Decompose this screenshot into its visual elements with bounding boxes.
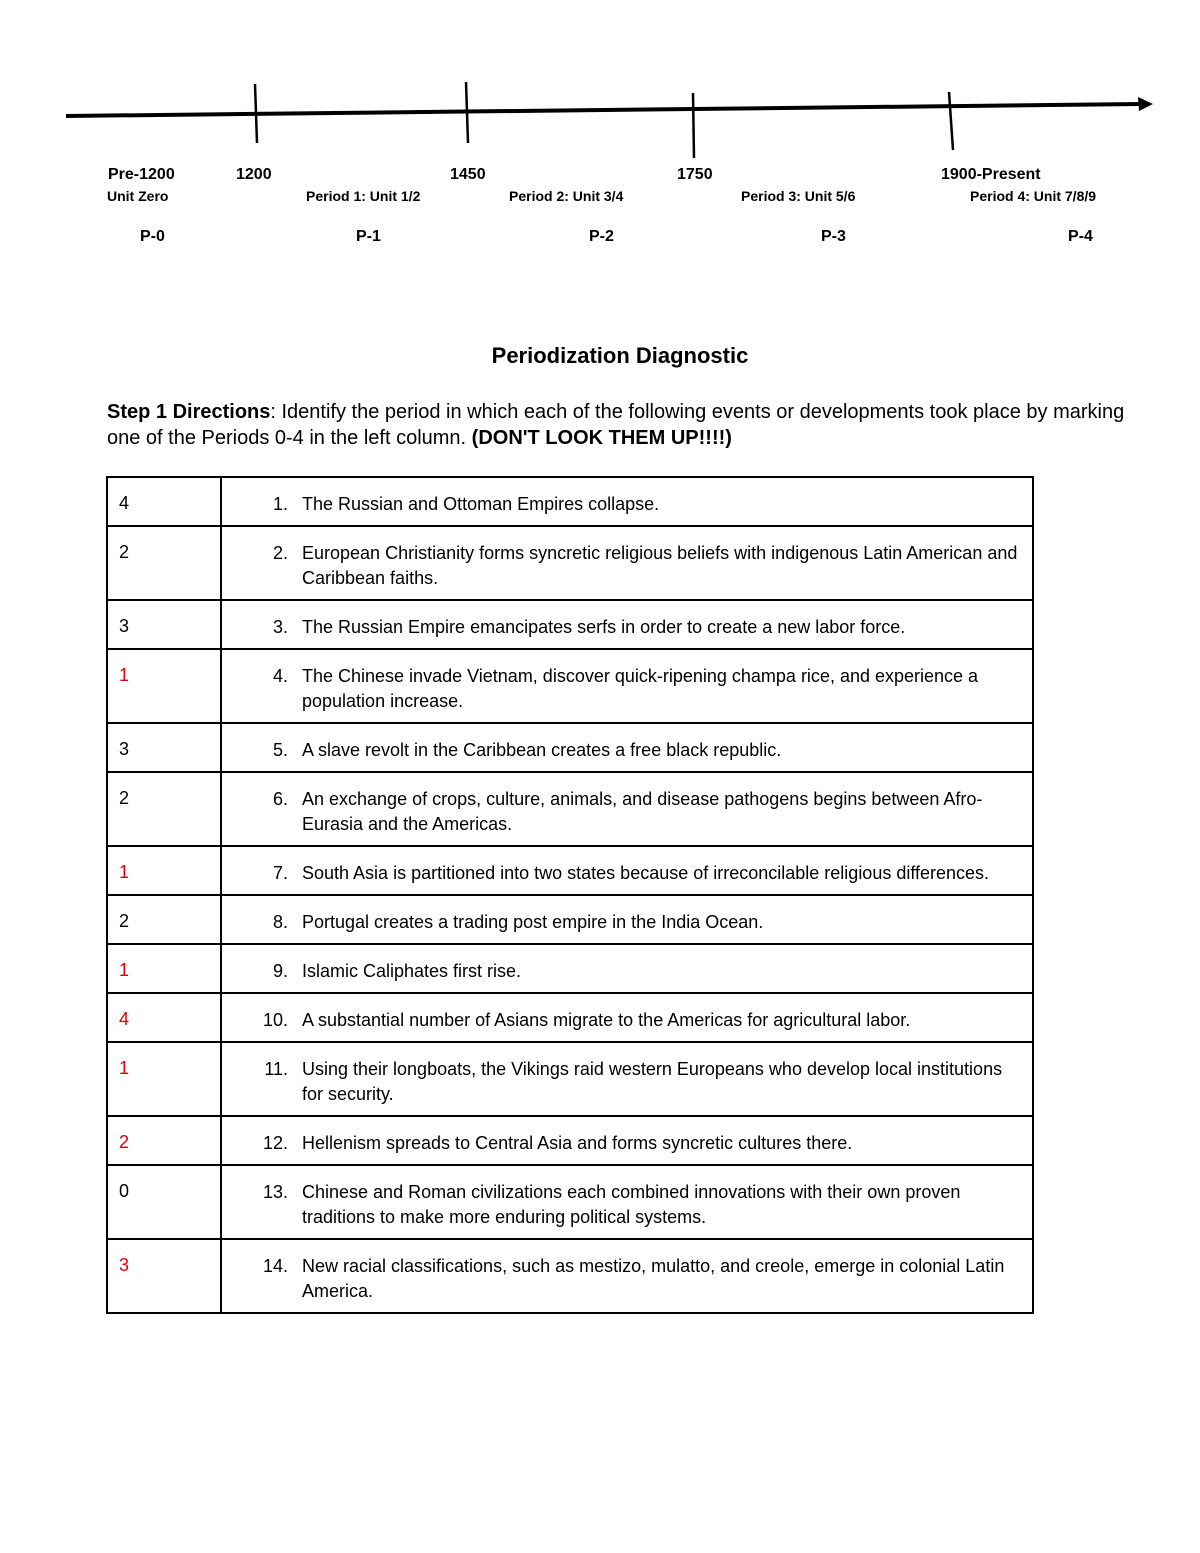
directions — [107, 399, 1137, 451]
timeline-p4: P-4 — [1068, 228, 1093, 245]
tick-1750 — [693, 93, 694, 158]
question-item — [222, 910, 1022, 935]
timeline-year-1900-present: 1900-Present — [941, 166, 1041, 183]
answer-cell[interactable]: 2 — [107, 526, 221, 600]
question-cell — [221, 772, 1033, 846]
table-row — [107, 1165, 1033, 1239]
timeline-unit-zero: Unit Zero — [107, 188, 169, 204]
question-item — [222, 541, 1022, 591]
question-cell — [221, 895, 1033, 944]
question-item — [222, 1131, 1022, 1156]
page-title: Periodization Diagnostic — [491, 343, 749, 368]
question-text: Islamic Caliphates first rise. — [302, 961, 522, 981]
question-number: 2. — [272, 543, 288, 563]
answer-cell[interactable]: 2 — [107, 895, 221, 944]
table-row — [107, 993, 1033, 1042]
question-cell — [221, 1165, 1033, 1239]
question-item — [222, 861, 1022, 886]
table-row — [107, 526, 1033, 600]
question-cell — [221, 477, 1033, 526]
question-cell — [221, 1042, 1033, 1116]
question-item — [222, 615, 1022, 640]
directions-emphasis: (DON'T LOOK THEM UP!!!!) — [471, 427, 732, 449]
timeline-p1: P-1 — [356, 228, 381, 245]
answer-cell[interactable]: 3 — [107, 600, 221, 649]
table-row — [107, 846, 1033, 895]
question-text: Chinese and Roman civilizations each combined innovations with their own proven traditions to make more enduring political systems. — [302, 1182, 961, 1227]
question-cell — [221, 723, 1033, 772]
question-number: 11. — [264, 1059, 288, 1079]
timeline-unit-period4: Period 4: Unit 7/8/9 — [970, 188, 1097, 204]
timeline-year-pre1200: Pre-1200 — [108, 166, 175, 183]
question-text: The Russian Empire emancipates serfs in order to create a new labor force. — [302, 617, 906, 637]
answer-cell[interactable]: 2 — [107, 772, 221, 846]
tick-1200 — [255, 84, 257, 143]
question-text: European Christianity forms syncretic religious beliefs with indigenous Latin American and Caribbean faiths. — [302, 543, 1018, 588]
question-text: A substantial number of Asians migrate to the Americas for agricultural labor. — [302, 1010, 911, 1030]
question-text: The Chinese invade Vietnam, discover quick-ripening champa rice, and experience a population increase. — [302, 666, 979, 711]
question-number: 4. — [272, 666, 288, 686]
question-text: Using their longboats, the Vikings raid western Europeans who develop local institutions for security. — [302, 1059, 1003, 1104]
question-number: 1. — [272, 494, 288, 514]
question-cell — [221, 1116, 1033, 1165]
timeline-p3: P-3 — [821, 228, 846, 245]
question-text: The Russian and Ottoman Empires collapse. — [302, 494, 660, 514]
timeline-year-1750: 1750 — [677, 166, 713, 183]
question-item — [222, 738, 1022, 763]
question-cell — [221, 526, 1033, 600]
answer-cell[interactable]: 4 — [107, 477, 221, 526]
question-item — [222, 1008, 1022, 1033]
timeline-unit-period2: Period 2: Unit 3/4 — [509, 188, 624, 204]
question-number: 9. — [272, 961, 288, 981]
timeline — [0, 0, 1200, 260]
answer-cell[interactable]: 0 — [107, 1165, 221, 1239]
question-number: 12. — [262, 1133, 288, 1153]
question-item — [222, 492, 1022, 517]
question-number: 13. — [262, 1182, 288, 1202]
timeline-unit-period1: Period 1: Unit 1/2 — [306, 188, 421, 204]
question-number: 10. — [262, 1010, 288, 1030]
question-text: Hellenism spreads to Central Asia and forms syncretic cultures there. — [302, 1133, 853, 1153]
question-item — [222, 1057, 1022, 1107]
answer-cell[interactable]: 1 — [107, 1042, 221, 1116]
question-cell — [221, 846, 1033, 895]
answer-cell[interactable]: 4 — [107, 993, 221, 1042]
directions-label: Step 1 Directions — [107, 401, 271, 423]
tick-1450 — [466, 82, 468, 143]
question-number: 7. — [272, 863, 288, 883]
question-text: A slave revolt in the Caribbean creates a free black republic. — [302, 740, 782, 760]
diagnostic-table — [106, 476, 1034, 1314]
question-item — [222, 787, 1022, 837]
table-row — [107, 1239, 1033, 1313]
timeline-year-1200: 1200 — [236, 166, 272, 183]
question-item — [222, 664, 1022, 714]
table-row — [107, 944, 1033, 993]
answer-cell[interactable]: 1 — [107, 649, 221, 723]
timeline-year-1450: 1450 — [450, 166, 486, 183]
answer-cell[interactable]: 3 — [107, 1239, 221, 1313]
question-cell — [221, 649, 1033, 723]
answer-cell[interactable]: 1 — [107, 944, 221, 993]
diagnostic-table-body — [107, 477, 1033, 1313]
timeline-arrow-icon — [1138, 97, 1153, 111]
timeline-p2: P-2 — [589, 228, 614, 245]
answer-cell[interactable]: 3 — [107, 723, 221, 772]
question-number: 8. — [272, 912, 288, 932]
question-cell — [221, 944, 1033, 993]
table-row — [107, 772, 1033, 846]
timeline-unit-period3: Period 3: Unit 5/6 — [741, 188, 856, 204]
question-item — [222, 1254, 1022, 1304]
question-number: 5. — [272, 740, 288, 760]
table-row — [107, 649, 1033, 723]
table-row — [107, 600, 1033, 649]
table-row — [107, 723, 1033, 772]
timeline-line — [66, 104, 1142, 116]
question-number: 3. — [272, 617, 288, 637]
question-item — [222, 959, 1022, 984]
table-row — [107, 895, 1033, 944]
question-text: New racial classifications, such as mestizo, mulatto, and creole, emerge in colonial Latin America. — [302, 1256, 1005, 1301]
table-row — [107, 1116, 1033, 1165]
timeline-axis — [0, 0, 1200, 160]
answer-cell[interactable]: 2 — [107, 1116, 221, 1165]
question-cell — [221, 993, 1033, 1042]
question-number: 14. — [262, 1256, 288, 1276]
question-cell — [221, 600, 1033, 649]
directions-text: : Identify the period in which each of the following events or developments took place by marking one of the Periods 0-4 in the left column. — [107, 401, 1125, 449]
question-cell — [221, 1239, 1033, 1313]
question-item — [222, 1180, 1022, 1230]
question-text: An exchange of crops, culture, animals, and disease pathogens begins between Afro-Eurasia and the Americas. — [302, 789, 983, 834]
question-text: Portugal creates a trading post empire in the India Ocean. — [302, 912, 764, 932]
timeline-p0: P-0 — [140, 228, 165, 245]
answer-cell[interactable]: 1 — [107, 846, 221, 895]
table-row — [107, 1042, 1033, 1116]
tick-1900 — [949, 92, 953, 150]
question-text: South Asia is partitioned into two states because of irreconcilable religious differences. — [302, 863, 990, 883]
question-number: 6. — [272, 789, 288, 809]
table-row — [107, 477, 1033, 526]
